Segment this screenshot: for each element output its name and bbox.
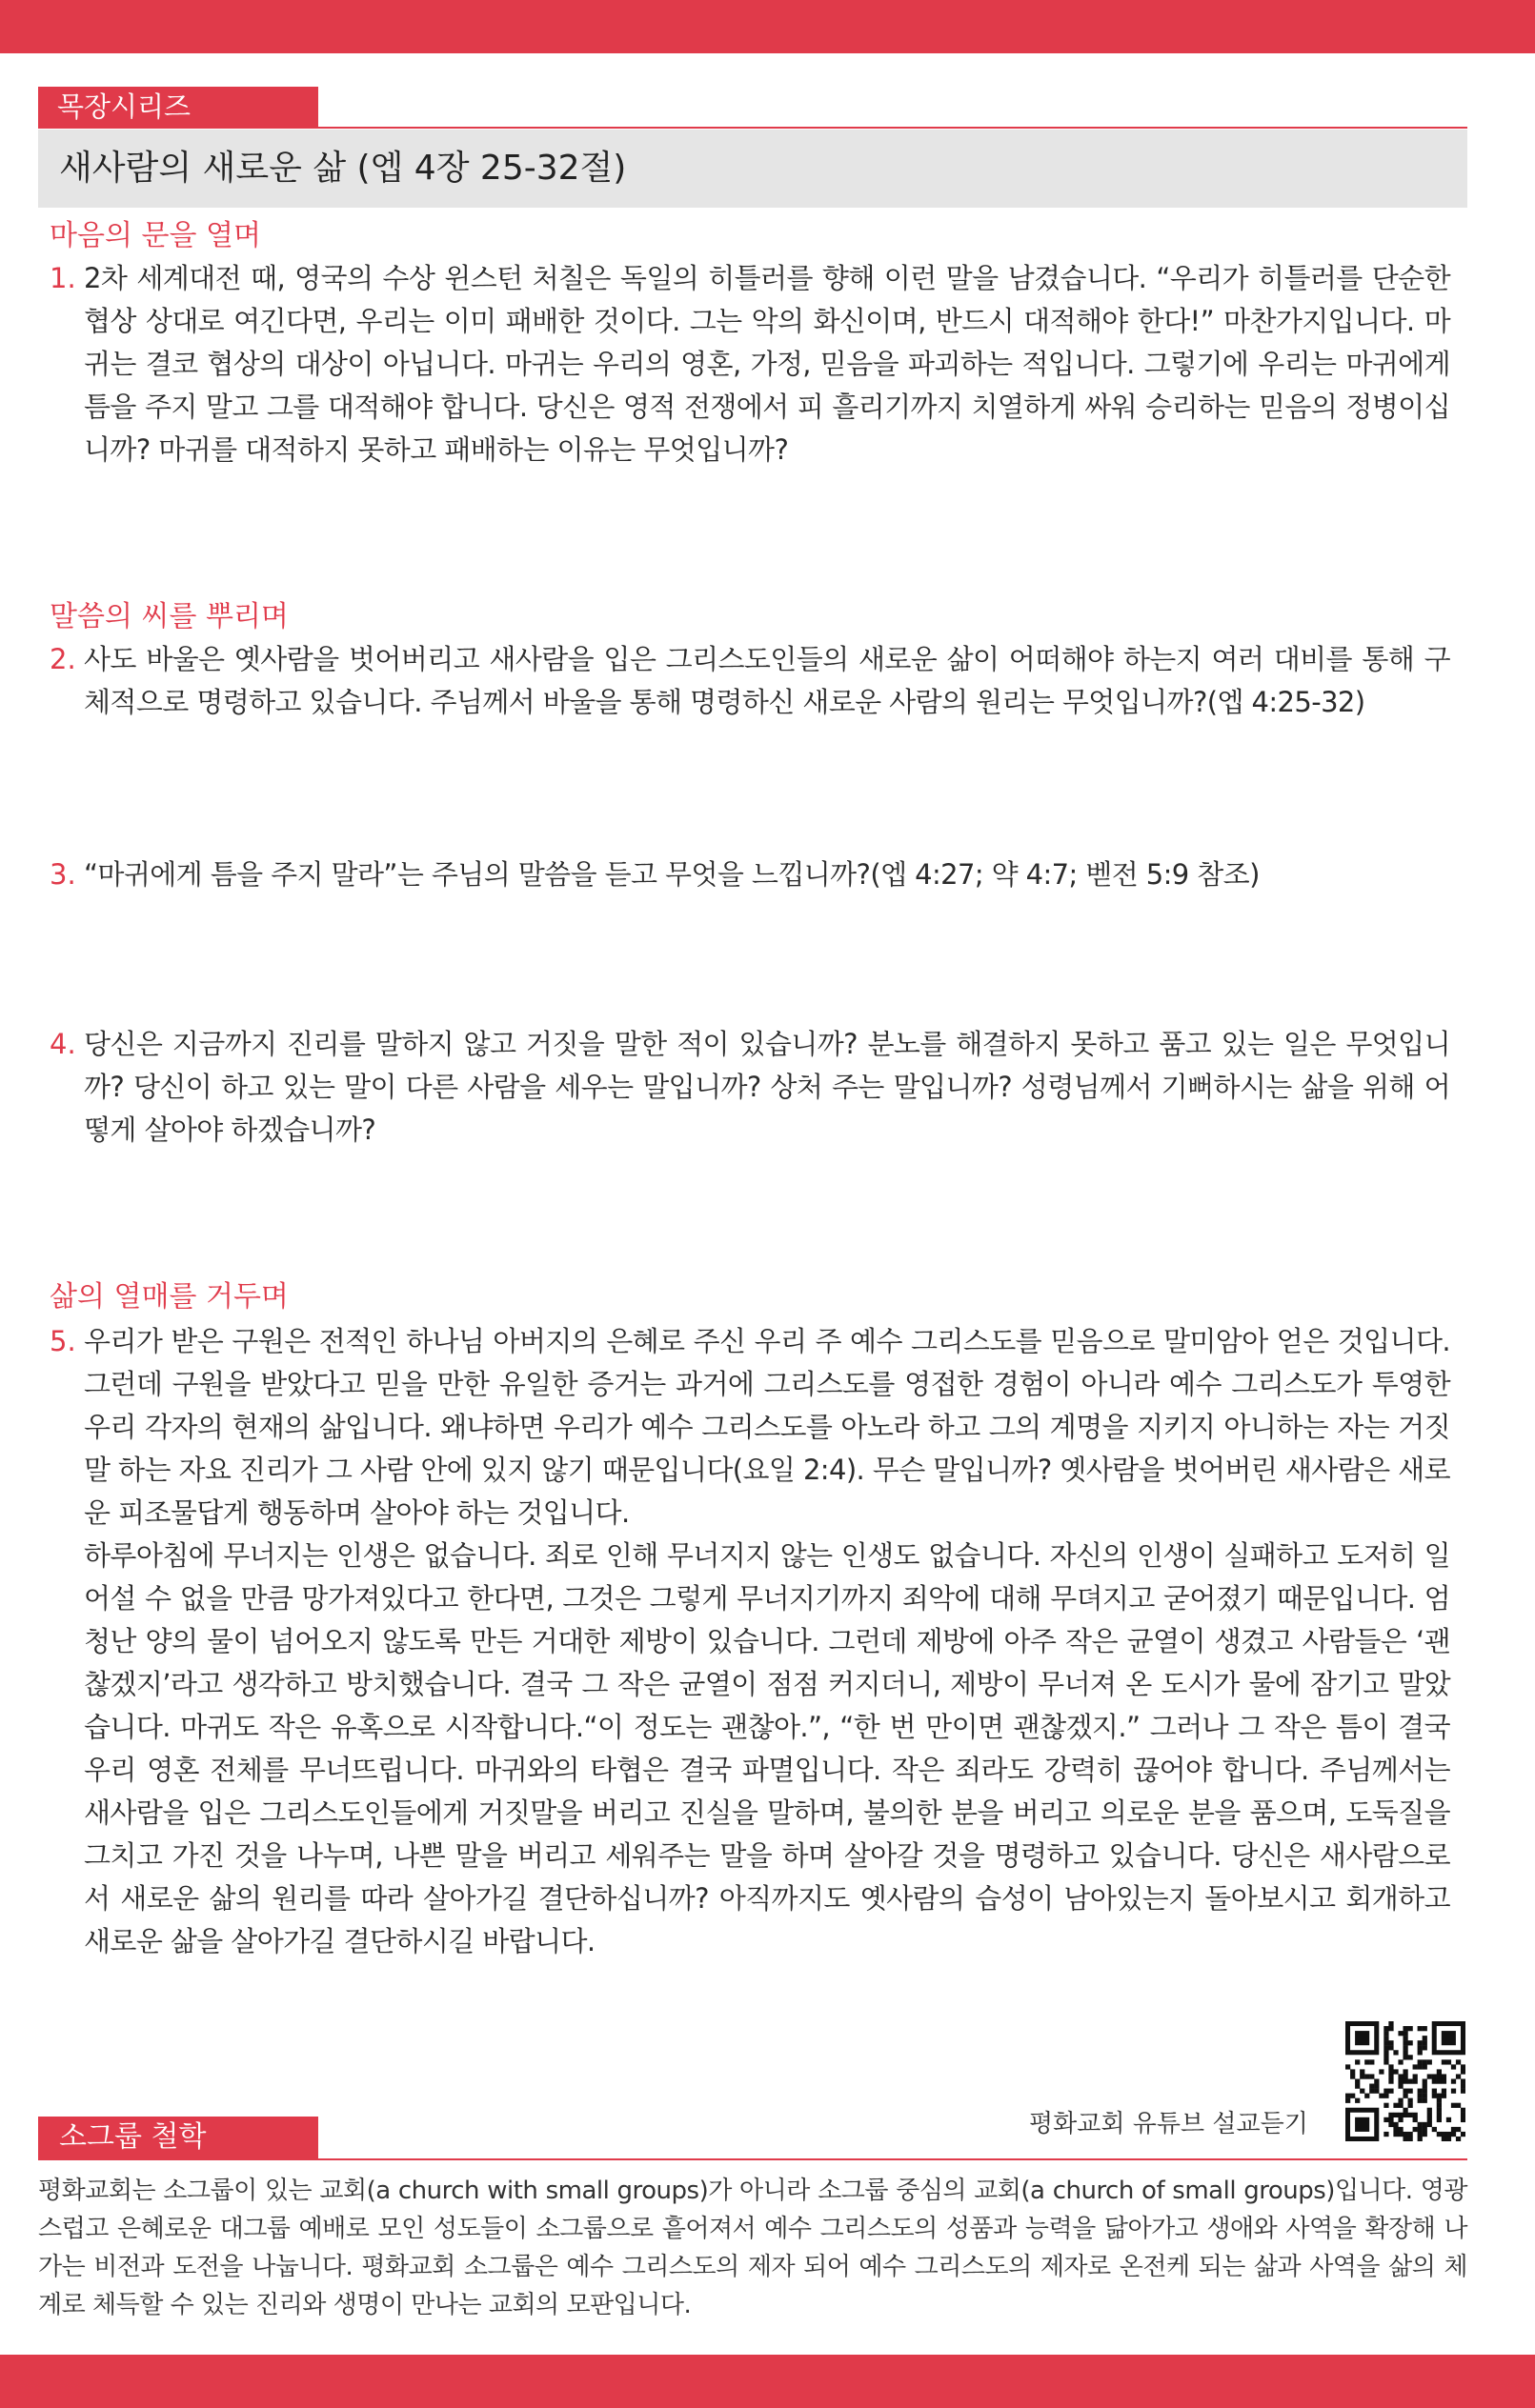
qr-caption: 평화교회 유튜브 설교듣기 <box>1029 2110 1308 2138</box>
question-5 <box>50 1320 1450 1963</box>
question-3 <box>50 853 1450 896</box>
question-number: 2. <box>50 643 76 675</box>
question-text: 사도 바울은 옛사람을 벗어버리고 새사람을 입은 그리스도인들의 새로운 삶이 어떠해야 하는지 여러 대비를 통해 구체적으로 명령하고 있습니다. 주님께서 바울을 통해 명령하신 새로운 사람의 원리는 무엇입니까?(엡 4:25-32) <box>84 643 1450 718</box>
question-text: 2차 세계대전 때, 영국의 수상 윈스턴 처칠은 독일의 히틀러를 향해 이런 말을 남겼습니다. “우리가 히틀러를 단순한 협상 상대로 여긴다면, 우리는 이미 패배한 것이다. 그는 악의 화신이며, 반드시 대적해야 한다!” 마찬가지입니다. 마귀는 결코 협상의 대상이 아닙니다. 마귀는 우리의 영혼, 가정, 믿음을 파괴하는 적입니다. 그렇기에 우리는 마귀에게 틈을 주지 말고 그를 대적해야 합니다. 당신은 영적 전쟁에서 피 흘리기까지 치열하게 싸워 승리하는 믿음의 정병이십니까? 마귀를 대적하지 못하고 패배하는 이유는 무엇입니까? <box>84 262 1450 466</box>
section-heading-harvest: 삶의 열매를 거두며 <box>50 1280 289 1314</box>
question-text: 당신은 지금까지 진리를 말하지 않고 거짓을 말한 적이 있습니까? 분노를 해결하지 못하고 품고 있는 일은 무엇입니까? 당신이 하고 있는 말이 다른 사람을 세우는 말입니까? 상처 주는 말입니까? 성령님께서 기뻐하시는 삶을 위해 어떻게 살아야 하겠습니까? <box>84 1028 1450 1146</box>
question-number: 4. <box>50 1028 76 1060</box>
question-text: 우리가 받은 구원은 전적인 하나님 아버지의 은혜로 주신 우리 주 예수 그리스도를 믿음으로 말미암아 얻은 것입니다. 그런데 구원을 받았다고 믿을 만한 유일한 증거는 과거에 그리스도를 영접한 경험이 아니라 예수 그리스도가 투영한 우리 각자의 현재의 삶입니다. 왜냐하면 우리가 예수 그리스도를 아노라 하고 그의 계명을 지키지 아니하는 자는 거짓말 하는 자요 진리가 그 사람 안에 있지 않기 때문입니다(요일 2:4). 무슨 말입니까? 옛사람을 벗어버린 새사람은 새로운 피조물답게 행동하며 살아야 하는 것입니다. <box>84 1325 1450 1529</box>
qr-code-icon[interactable] <box>1345 2021 1465 2141</box>
series-divider <box>38 127 1467 129</box>
philosophy-divider <box>38 2158 1467 2160</box>
section-heading-sow-word: 말씀의 씨를 뿌리며 <box>50 600 289 633</box>
question-1 <box>50 257 1450 472</box>
section-heading-open-heart: 마음의 문을 열며 <box>50 219 261 252</box>
philosophy-label: 소그룹 철학 <box>38 2117 318 2158</box>
question-text-continued: 하루아침에 무너지는 인생은 없습니다. 죄로 인해 무너지지 않는 인생도 없습니다. 자신의 인생이 실패하고 도저히 일어설 수 없을 만큼 망가져있다고 한다면, 그것은 그렇게 무너지기까지 죄악에 대해 무뎌지고 굳어졌기 때문입니다. 엄청난 양의 물이 넘어오지 않도록 만든 거대한 제방이 있습니다. 그런데 제방에 아주 작은 균열이 생겼고 사람들은 ‘괜찮겠지’라고 생각하고 방치했습니다. 결국 그 작은 균열이 점점 커지더니, 제방이 무너져 온 도시가 물에 잠기고 말았습니다. 마귀도 작은 유혹으로 시작합니다.“이 정도는 괜찮아.”, “한 번 만이면 괜찮겠지.” 그러나 그 작은 틈이 결국 우리 영혼 전체를 무너뜨립니다. 마귀와의 타협은 결국 파멸입니다. 작은 죄라도 강력히 끊어야 합니다. 주님께서는 새사람을 입은 그리스도인들에게 거짓말을 버리고 진실을 말하며, 불의한 분을 버리고 의로운 분을 품으며, 도둑질을 그치고 가진 것을 나누며, 나쁜 말을 버리고 세워주는 말을 하며 살아갈 것을 명령하고 있습니다. 당신은 새사람으로서 새로운 삶의 원리를 따라 살아가길 결단하십니까? 아직까지도 옛사람의 습성이 남아있는지 돌아보시고 회개하고 새로운 삶을 살아가길 결단하시길 바랍니다. <box>84 1539 1450 1957</box>
question-text: “마귀에게 틈을 주지 말라”는 주님의 말씀을 듣고 무엇을 느낍니까?(엡 4:27; 약 4:7; 벧전 5:9 참조) <box>84 858 1260 891</box>
qr-code-graphic <box>1345 2021 1465 2141</box>
question-number: 5. <box>50 1325 76 1357</box>
bottom-accent-bar <box>0 2355 1535 2408</box>
series-label: 목장시리즈 <box>38 87 318 127</box>
question-number: 3. <box>50 858 76 891</box>
philosophy-text: 평화교회는 소그룹이 있는 교회(a church with small groups)가 아니라 소그룹 중심의 교회(a church of small groups)입니다. 영광스럽고 은혜로운 대그룹 예배로 모인 성도들이 소그룹으로 흩어져서 예수 그리스도의 성품과 능력을 닮아가고 생애와 사역을 확장해 나가는 비전과 도전을 나눕니다. 평화교회 소그룹은 예수 그리스도의 제자 되어 예수 그리스도의 제자로 온전케 되는 삶과 사역을 삶의 체계로 체득할 수 있는 진리와 생명이 만나는 교회의 모판입니다. <box>38 2177 1467 2319</box>
top-accent-bar <box>0 0 1535 53</box>
question-2 <box>50 638 1450 724</box>
question-4 <box>50 1023 1450 1152</box>
question-number: 1. <box>50 262 76 294</box>
page-title: 새사람의 새로운 삶 (엡 4장 25-32절) <box>38 130 1467 208</box>
